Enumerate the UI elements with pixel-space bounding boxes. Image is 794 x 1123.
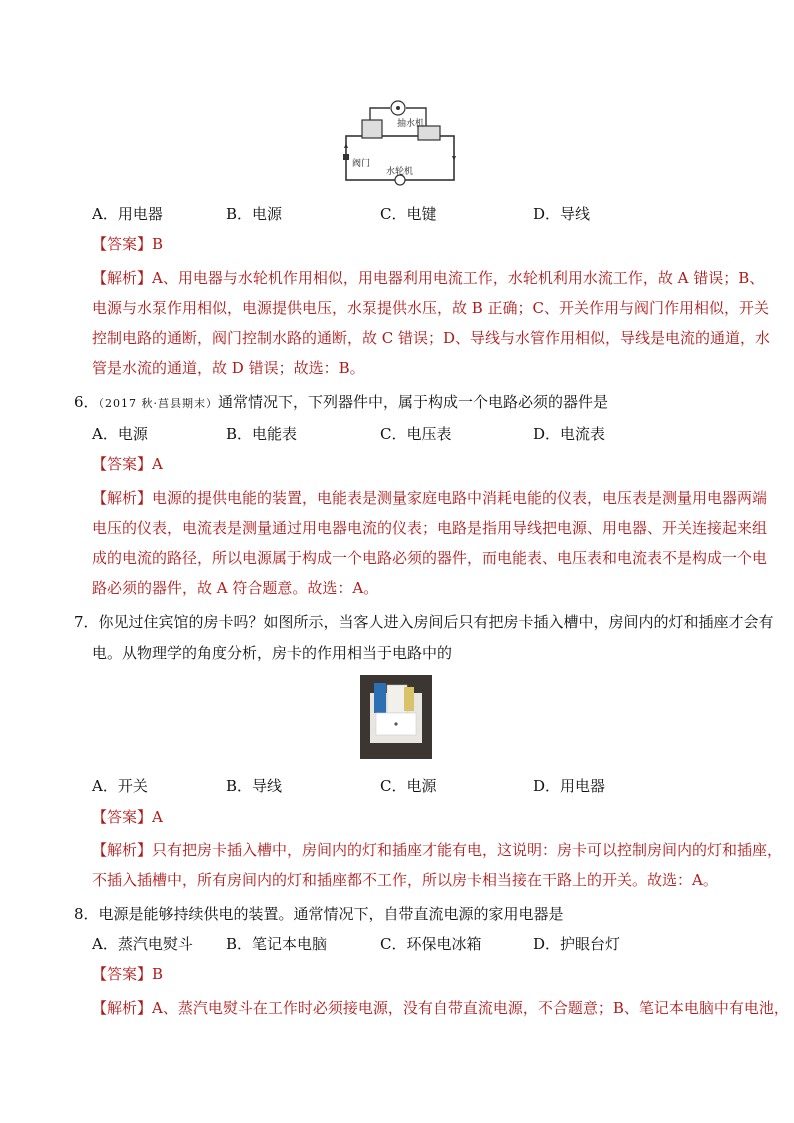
q6-stem-text: 通常情况下，下列器件中，属于构成一个电路必须的器件是 [218,393,609,411]
label-pump: 抽水机 [397,119,425,129]
label-turbine: 水轮机 [386,167,414,177]
q5-answer [92,234,163,254]
q5-analysis-line-1 [92,268,764,288]
q8-stem-text: 电源是能够持续供电的装置。通常情况下，自带直流电源的家用电器是 [98,905,564,923]
q8-analysis-label: 【解析】 [92,999,153,1017]
room-card-image [360,675,432,759]
q6-analysis-line-4: 路必须的器件，故 A 符合题意。故选：A。 [92,579,379,597]
q7-answer-value: A [152,808,163,826]
water-circuit-diagram [340,96,460,188]
q7-analysis-line-1 [92,840,782,860]
q8-option-c: C．环保电冰箱 [380,935,482,953]
card-yellow [404,687,414,711]
q7-option-d: D．用电器 [533,777,606,795]
q8-analysis-line-1 [92,998,789,1018]
q7-analysis-label: 【解析】 [92,841,153,859]
q5-answer-value: B [152,235,164,253]
q7-analysis-text-1: 只有把房卡插入槽中，房间内的灯和插座才能有电，这说明：房卡可以控制房间内的灯和插座， [152,841,783,859]
pump-pipe-left [370,108,390,120]
q8-number: 8． [74,905,99,923]
q6-stem [74,392,608,414]
q5-option-d: D．导线 [533,205,591,223]
q6-answer [92,454,163,474]
q6-option-c: C．电压表 [380,425,452,443]
q5-analysis-line-3: 控制电路的通断，阀门控制水路的通断，故 C 错误；D、导线与水管作用相似，导线是电流的通道，水 [92,329,771,347]
q5-option-b: B．电源 [226,205,283,223]
q7-option-b: B．导线 [226,777,283,795]
flow-arrow-right [452,156,456,161]
q6-analysis-label: 【解析】 [92,489,153,507]
q7-stem-line-1 [74,612,774,632]
q5-option-a: A．用电器 [92,205,163,223]
q8-option-d: D．护眼台灯 [533,935,621,953]
q6-number: 6． [74,393,99,411]
q8-answer-label: 【答案】 [92,965,153,983]
q5-analysis-label: 【解析】 [92,269,153,287]
card-blue [374,683,386,713]
q7-analysis-line-2: 不插入插槽中，所有房间内的灯和插座都不工作，所以房卡相当接在干路上的开关。故选：A。 [92,871,718,889]
q6-source: （2017 秋·莒县期末） [98,397,219,410]
q7-stem-line-2: 电。从物理学的角度分析，房卡的作用相当于电路中的 [92,644,453,662]
q8-analysis-text-1: A、蒸汽电熨斗在工作时必须接电源，没有自带直流电源，不合题意；B、笔记本电脑中有电池， [152,999,789,1017]
q5-analysis-text-1: A、用电器与水轮机作用相似，用电器利用电流工作，水轮机利用水流工作，故 A 错误；B、 [152,269,765,287]
q6-analysis-line-3: 成的电流的路径，所以电源属于构成一个电路必须的器件，而电能表、电压表和电流表不是构成一个电 [92,549,768,567]
q8-option-a: A．蒸汽电熨斗 [92,935,193,953]
room-card-photo [360,675,432,759]
water-circuit-figure [340,96,460,188]
q5-answer-label: 【答案】 [92,235,153,253]
q6-answer-value: A [152,455,163,473]
q7-answer-label: 【答案】 [92,808,153,826]
q8-answer [92,964,163,984]
q6-option-d: D．电流表 [533,425,606,443]
q5-analysis-line-2: 电源与水泵作用相似，电源提供电压，水泵提供水压，故 B 正确；C、开关作用与阀门作用相似，开关 [92,299,770,317]
q5-option-c: C．电键 [380,205,437,223]
q7-number: 7． [74,613,99,631]
q6-analysis-text-1: 电源的提供电能的装置，电能表是测量家庭电路中消耗电能的仪表，电压表是测量用电器两端 [152,489,768,507]
pump-hub [396,106,400,110]
q7-option-a: A．开关 [92,777,148,795]
q7-option-c: C．电源 [380,777,437,795]
valve-icon [343,154,349,160]
left-tank [362,120,382,138]
q8-option-b: B．笔记本电脑 [226,935,328,953]
q6-answer-label: 【答案】 [92,455,153,473]
holder-indicator-icon [394,722,397,725]
q8-stem [74,904,564,924]
q6-option-a: A．电源 [92,425,148,443]
q8-answer-value: B [152,965,164,983]
label-valve: 阀门 [352,159,371,169]
q5-analysis-line-4: 管是水流的通道，故 D 错误；故选：B。 [92,359,365,377]
q6-analysis-line-1 [92,488,767,508]
q6-option-b: B．电能表 [226,425,298,443]
flow-arrow-left [344,143,348,148]
q7-answer [92,807,163,827]
q7-stem-text-1: 你见过住宾馆的房卡吗？如图所示，当客人进入房间后只有把房卡插入槽中，房间内的灯和插座才会有 [98,613,774,631]
q6-analysis-line-2: 电压的仪表，电流表是测量通过用电器电流的仪表；电路是指用导线把电源、用电器、开关连接起来组 [92,519,768,537]
